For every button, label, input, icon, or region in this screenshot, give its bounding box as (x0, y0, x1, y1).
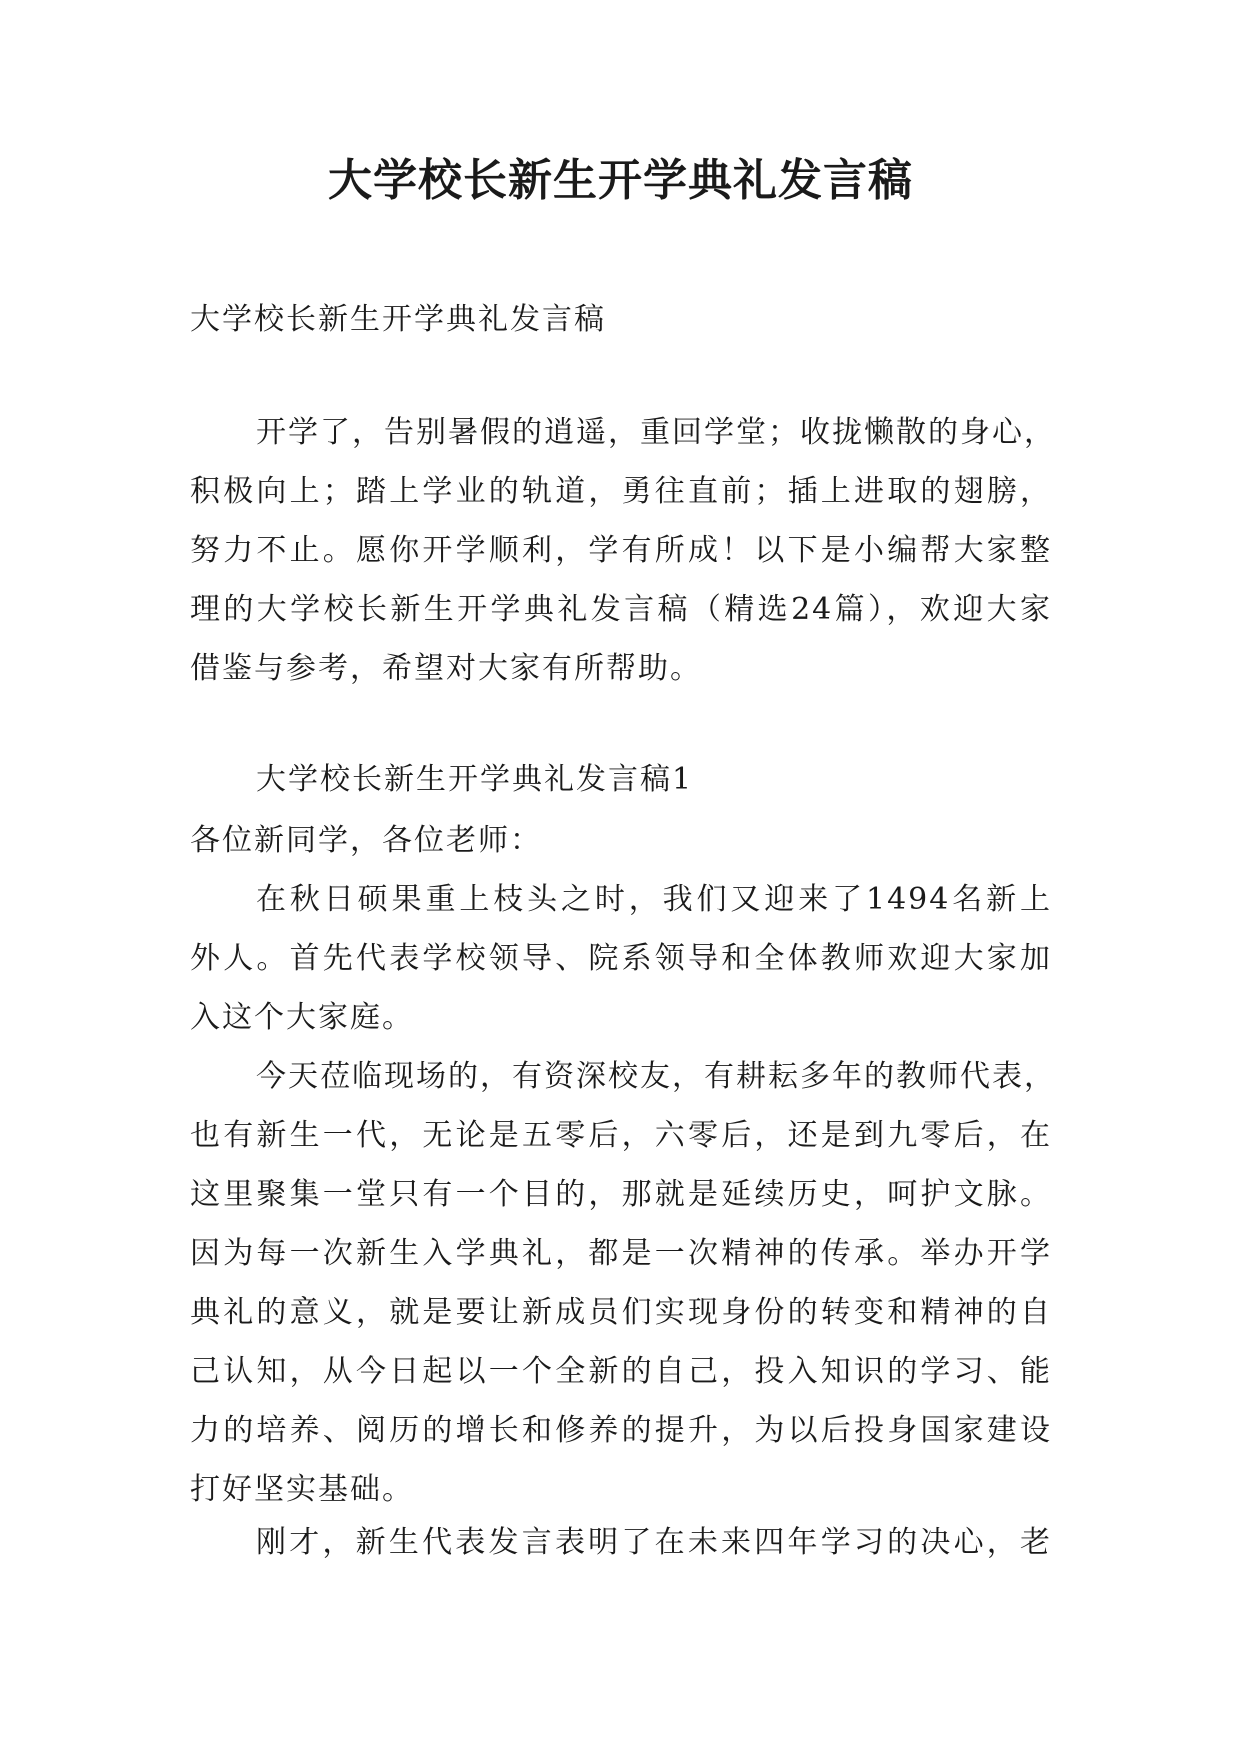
intro-line: 积极向上；踏上学业的轨道，勇往直前；插上进取的翅膀， (190, 474, 1052, 509)
subtitle-line: 大学校长新生开学典礼发言稿 (190, 302, 606, 337)
paragraph-line: 外人。首先代表学校领导、院系领导和全体教师欢迎大家加 (190, 941, 1052, 976)
paragraph-line: 力的培养、阅历的增长和修养的提升，为以后投身国家建设 (190, 1413, 1052, 1448)
intro-line: 努力不止。愿你开学顺利，学有所成！以下是小编帮大家整 (190, 533, 1052, 568)
paragraph-line: 典礼的意义，就是要让新成员们实现身份的转变和精神的自 (190, 1295, 1052, 1330)
section-heading (190, 750, 1052, 809)
paragraph-1 (190, 870, 1052, 1047)
paragraph-line: 今天莅临现场的，有资深校友，有耕耘多年的教师代表， (256, 1059, 1056, 1094)
greeting-text: 各位新同学，各位老师： (190, 823, 542, 858)
intro-line: 理的大学校长新生开学典礼发言稿（精选24篇），欢迎大家 (190, 592, 1052, 627)
section-heading-text: 大学校长新生开学典礼发言稿1 (256, 762, 694, 797)
paragraph-line: 入这个大家庭。 (190, 1000, 414, 1035)
greeting-line (190, 811, 1052, 870)
paragraph-line: 打好坚实基础。 (190, 1472, 414, 1507)
intro-line: 开学了，告别暑假的逍遥，重回学堂；收拢懒散的身心， (256, 415, 1056, 450)
paragraph-3 (190, 1513, 1052, 1572)
intro-paragraph (190, 403, 1056, 698)
paragraph-line: 因为每一次新生入学典礼，都是一次精神的传承。举办开学 (190, 1236, 1052, 1271)
document-title: 大学校长新生开学典礼发言稿 (328, 155, 913, 206)
paragraph-line: 也有新生一代，无论是五零后，六零后，还是到九零后，在 (190, 1118, 1052, 1153)
paragraph-line: 己认知，从今日起以一个全新的自己，投入知识的学习、能 (190, 1354, 1052, 1389)
paragraph-line: 这里聚集一堂只有一个目的，那就是延续历史，呵护文脉。 (190, 1177, 1052, 1212)
paragraph-line: 在秋日硕果重上枝头之时，我们又迎来了1494名新上 (256, 882, 1052, 917)
paragraph-line: 刚才，新生代表发言表明了在未来四年学习的决心，老 (256, 1525, 1052, 1560)
paragraph-2 (190, 1047, 1056, 1519)
document-subtitle (190, 290, 1052, 349)
intro-line: 借鉴与参考，希望对大家有所帮助。 (190, 651, 702, 686)
